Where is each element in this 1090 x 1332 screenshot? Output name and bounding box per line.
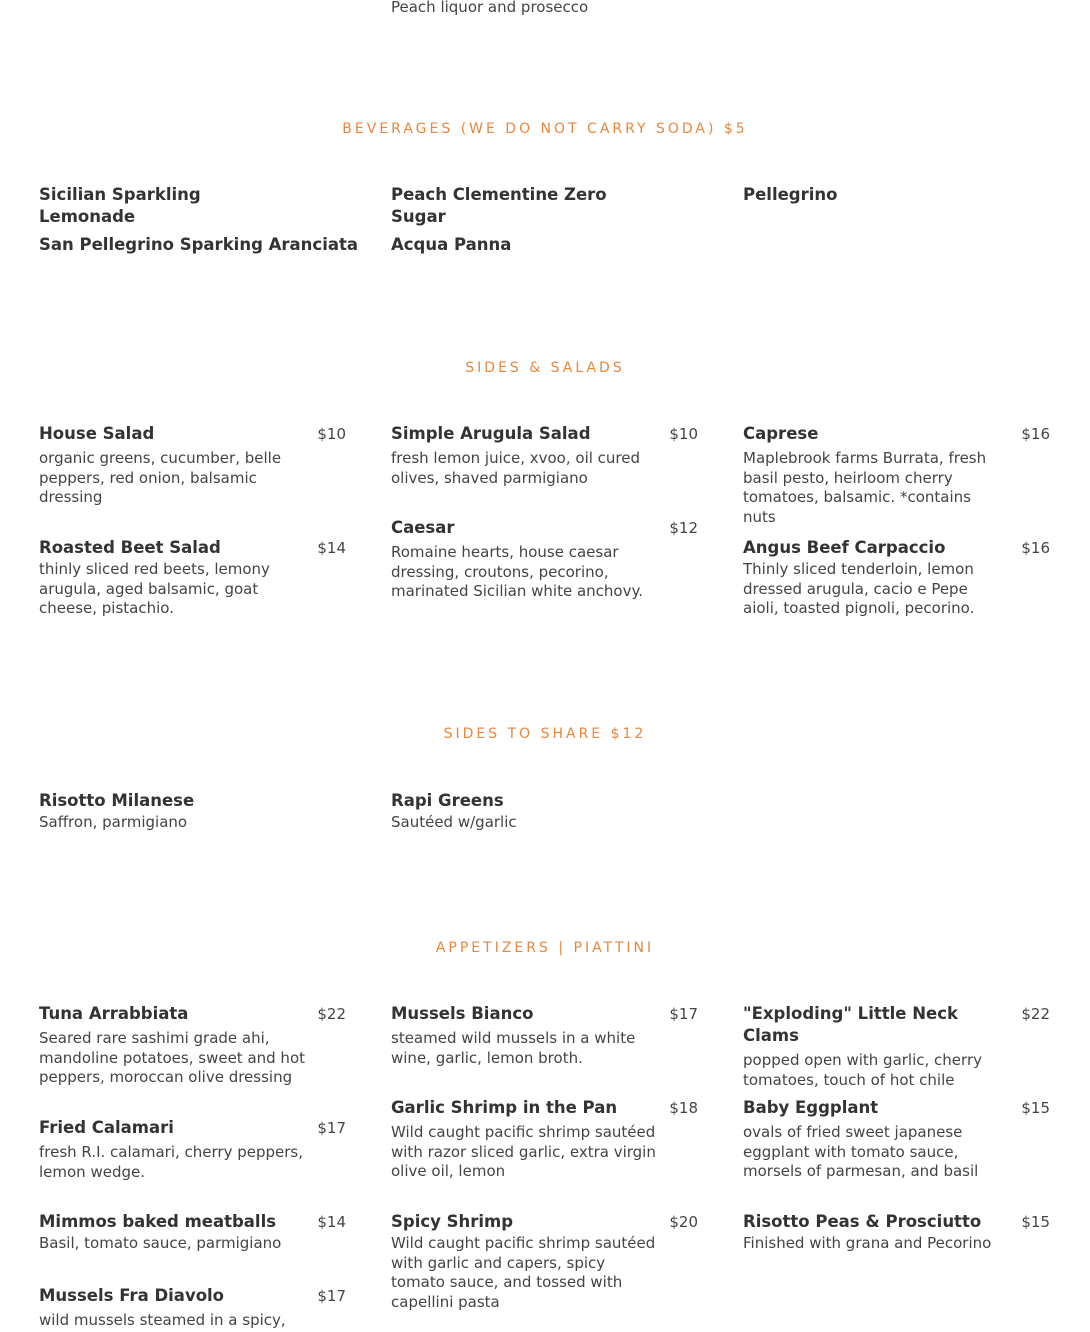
menu-item	[39, 1003, 346, 1088]
item-price: $10	[669, 425, 698, 443]
menu-item	[743, 423, 1050, 527]
menu-item	[39, 1117, 346, 1182]
item-price: $15	[1021, 1213, 1050, 1231]
menu-item	[743, 1211, 1050, 1254]
item-description: Finished with grana and Pecorino	[743, 1234, 992, 1252]
item-name: Baby Eggplant	[743, 1098, 879, 1117]
menu-item	[39, 423, 346, 508]
item-description: steamed wild mussels in a white wine, garlic, lemon broth.	[391, 1029, 636, 1067]
item-name: San Pellegrino Sparking Aranciata	[39, 235, 359, 254]
item-description: Basil, tomato sauce, parmigiano	[39, 1234, 282, 1252]
menu-item	[743, 1097, 1050, 1182]
item-price: $14	[317, 539, 346, 557]
item-description: ovals of fried sweet japanese eggplant with tomato sauce, morsels of parmesan, and basil	[743, 1123, 979, 1180]
item-description: wild mussels steamed in a spicy,	[39, 1311, 286, 1329]
menu-item	[39, 790, 346, 833]
item-name: Roasted Beet Salad	[39, 538, 221, 557]
item-description: fresh R.I. calamari, cherry peppers, lemon wedge.	[39, 1143, 303, 1181]
item-description: fresh lemon juice, xvoo, oil cured olives, shaved parmigiano	[391, 449, 641, 487]
item-name: Peach Clementine Zero Sugar	[391, 185, 607, 226]
item-description: Seared rare sashimi grade ahi, mandoline potatoes, sweet and hot peppers, moroccan olive dressing	[39, 1029, 306, 1086]
item-price: $10	[317, 425, 346, 443]
menu-item	[39, 1285, 346, 1331]
item-name: Spicy Shrimp	[391, 1212, 514, 1231]
menu-item	[391, 517, 698, 602]
menu-item	[743, 1003, 1050, 1090]
item-name: "Exploding" Little Neck Clams	[743, 1004, 958, 1045]
item-name: House Salad	[39, 424, 155, 443]
item-price: $17	[317, 1287, 346, 1305]
item-name: Angus Beef Carpaccio	[743, 538, 946, 557]
item-name: Pellegrino	[743, 185, 838, 204]
menu-item	[391, 790, 698, 833]
item-price: $22	[1021, 1005, 1050, 1023]
item-price: $18	[669, 1099, 698, 1117]
menu-item	[743, 537, 1050, 619]
menu-item	[391, 1097, 698, 1182]
item-price: $17	[317, 1119, 346, 1137]
menu-item	[39, 537, 346, 619]
menu-item	[391, 423, 698, 488]
item-description: Saffron, parmigiano	[39, 813, 188, 831]
section-title-sides-share: SIDES TO SHARE $12	[443, 726, 647, 742]
item-name: Mussels Bianco	[391, 1004, 534, 1023]
item-price: $14	[317, 1213, 346, 1231]
section-title-sides-salads: SIDES & SALADS	[465, 360, 625, 376]
item-name: Caesar	[391, 518, 455, 537]
section-title-appetizers: APPETIZERS | PIATTINI	[435, 940, 655, 956]
item-name: Risotto Milanese	[39, 791, 195, 810]
item-price: $15	[1021, 1099, 1050, 1117]
item-name: Caprese	[743, 424, 819, 443]
menu-item	[391, 1003, 698, 1068]
item-name: Sicilian Sparkling Lemonade	[39, 185, 201, 226]
item-price: $12	[669, 519, 698, 537]
menu-item	[391, 234, 698, 256]
item-description: Sautéed w/garlic	[391, 813, 517, 831]
item-name: Acqua Panna	[391, 235, 512, 254]
item-price: $17	[669, 1005, 698, 1023]
item-name: Mimmos baked meatballs	[39, 1212, 277, 1231]
item-description: Peach liquor and prosecco	[391, 0, 589, 16]
item-price: $16	[1021, 539, 1050, 557]
menu-item	[391, 184, 698, 228]
item-price: $16	[1021, 425, 1050, 443]
item-description: Wild caught pacific shrimp sautéed with garlic and capers, spicy tomato sauce, and tossed with capellini pasta	[391, 1234, 656, 1311]
item-name: Simple Arugula Salad	[391, 424, 591, 443]
item-description: thinly sliced red beets, lemony arugula, aged balsamic, goat cheese, pistachio.	[39, 560, 270, 617]
item-description: organic greens, cucumber, belle peppers, red onion, balsamic dressing	[39, 449, 282, 506]
item-name: Fried Calamari	[39, 1118, 174, 1137]
item-name: Rapi Greens	[391, 791, 504, 810]
menu-item	[391, 1211, 698, 1312]
item-price: $20	[669, 1213, 698, 1231]
item-name: Tuna Arrabbiata	[39, 1004, 189, 1023]
item-description: Thinly sliced tenderloin, lemon dressed arugula, cacio e Pepe aioli, toasted pignoli, pecorino.	[743, 560, 975, 617]
menu-item	[39, 1211, 346, 1254]
item-description: Maplebrook farms Burrata, fresh basil pesto, heirloom cherry tomatoes, balsamic. *contains nuts	[743, 449, 987, 526]
item-name: Garlic Shrimp in the Pan	[391, 1098, 618, 1117]
menu-item	[39, 234, 369, 256]
item-description: Romaine hearts, house caesar dressing, croutons, pecorino, marinated Sicilian white anchovy.	[391, 543, 643, 600]
item-description: Wild caught pacific shrimp sautéed with razor sliced garlic, extra virgin olive oil, lemon	[391, 1123, 656, 1180]
section-title-beverages: BEVERAGES (WE DO NOT CARRY SODA) $5	[342, 121, 748, 137]
item-price: $22	[317, 1005, 346, 1023]
menu-item	[743, 184, 1050, 206]
item-name: Risotto Peas & Prosciutto	[743, 1212, 982, 1231]
menu-item	[39, 184, 346, 228]
item-name: Mussels Fra Diavolo	[39, 1286, 225, 1305]
item-description: popped open with garlic, cherry tomatoes, touch of hot chile	[743, 1051, 982, 1089]
